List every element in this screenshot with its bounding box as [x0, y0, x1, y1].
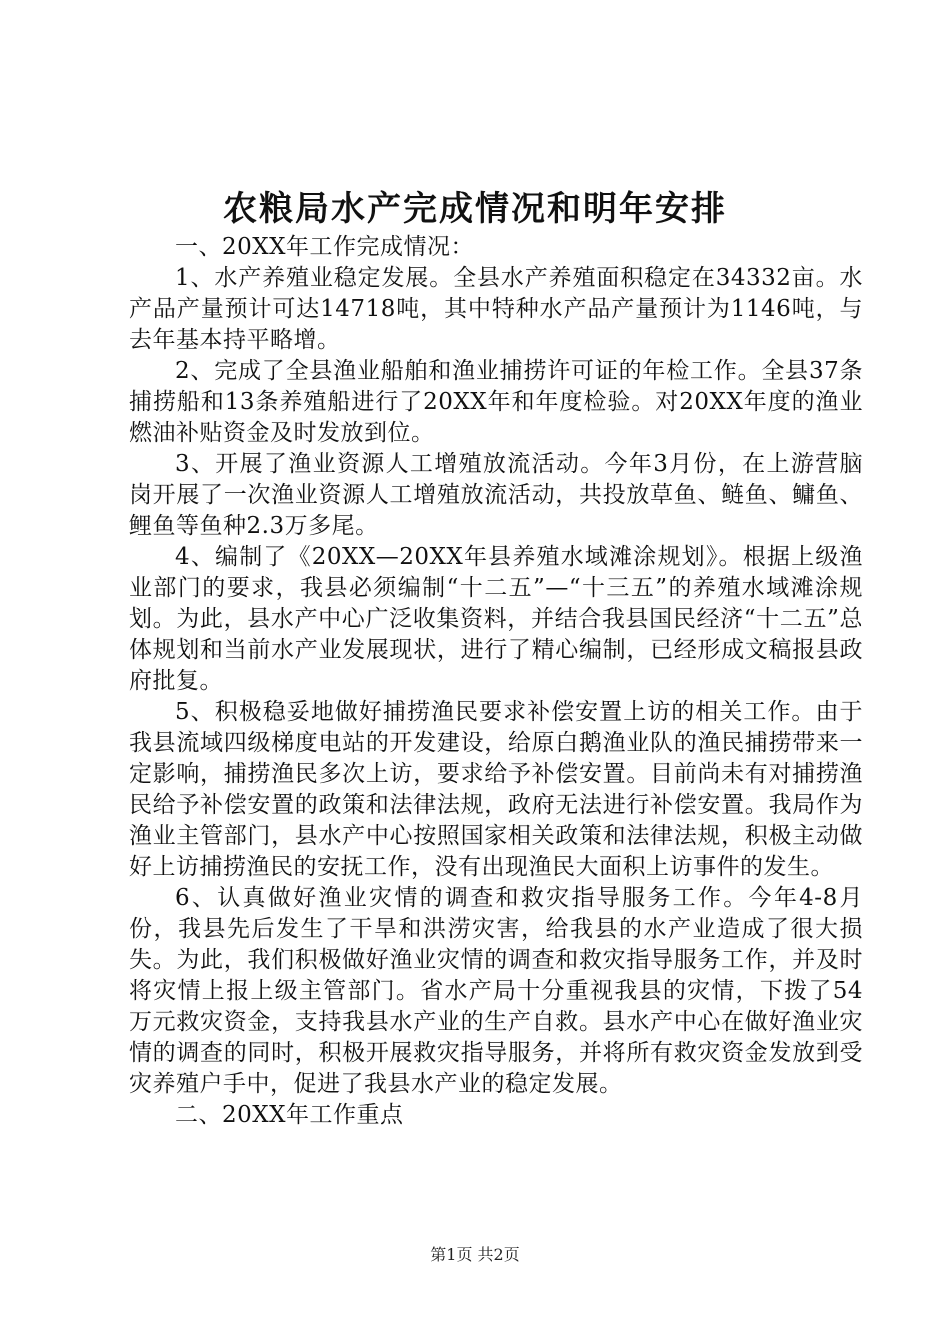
paragraph-item-3: 3、开展了渔业资源人工增殖放流活动。今年3月份，在上游营脑岗开展了一次渔业资源人工增殖放流活动，共投放草鱼、鲢鱼、鳙鱼、鲤鱼等鱼种2.3万多尾。 — [129, 451, 863, 539]
document-title: 农粮局水产完成情况和明年安排 — [223, 189, 727, 229]
paragraph-item-5: 5、积极稳妥地做好捕捞渔民要求补偿安置上访的相关工作。由于我县流域四级梯度电站的开发建设，给原白鹅渔业队的渔民捕捞带来一定影响，捕捞渔民多次上访，要求给予补偿安置。目前尚未有对捕捞渔民给予补偿安置的政策和法律法规，政府无法进行补偿安置。我局作为渔业主管部门，县水产中心按照国家相关政策和法律法规，积极主动做好上访捕捞渔民的安抚工作，没有出现渔民大面积上访事件的发生。 — [129, 699, 863, 880]
document-body — [129, 232, 863, 1131]
paragraph-item-4: 4、编制了《20XX—20XX年县养殖水域滩涂规划》。根据上级渔业部门的要求，我县必须编制“十二五”—“十三五”的养殖水域滩涂规划。为此，县水产中心广泛收集资料，并结合我县国民经济“十二五”总体规划和当前水产业发展现状，进行了精心编制，已经形成文稿报县政府批复。 — [129, 544, 863, 694]
paragraph-item-2: 2、完成了全县渔业船舶和渔业捕捞许可证的年检工作。全县37条捕捞船和13条养殖船进行了20XX年和年度检验。对20XX年度的渔业燃油补贴资金及时发放到位。 — [129, 358, 863, 446]
section-heading-1: 一、20XX年工作完成情况： — [175, 234, 475, 260]
paragraph-item-1: 1、水产养殖业稳定发展。全县水产养殖面积稳定在34332亩。水产品产量预计可达14718吨，其中特种水产品产量预计为1146吨，与去年基本持平略增。 — [129, 265, 863, 353]
paragraph-item-6: 6、认真做好渔业灾情的调查和救灾指导服务工作。今年4-8月份，我县先后发生了干旱和洪涝灾害，给我县的水产业造成了很大损失。为此，我们积极做好渔业灾情的调查和救灾指导服务工作，并及时将灾情上报上级主管部门。省水产局十分重视我县的灾情，下拨了54万元救灾资金，支持我县水产业的生产自救。县水产中心在做好渔业灾情的调查的同时，积极开展救灾指导服务，并将所有救灾资金发放到受灾养殖户手中，促进了我县水产业的稳定发展。 — [129, 885, 863, 1097]
section-heading-2: 二、20XX年工作重点 — [175, 1102, 404, 1128]
page-footer: 第1页 共2页 — [430, 1245, 520, 1264]
